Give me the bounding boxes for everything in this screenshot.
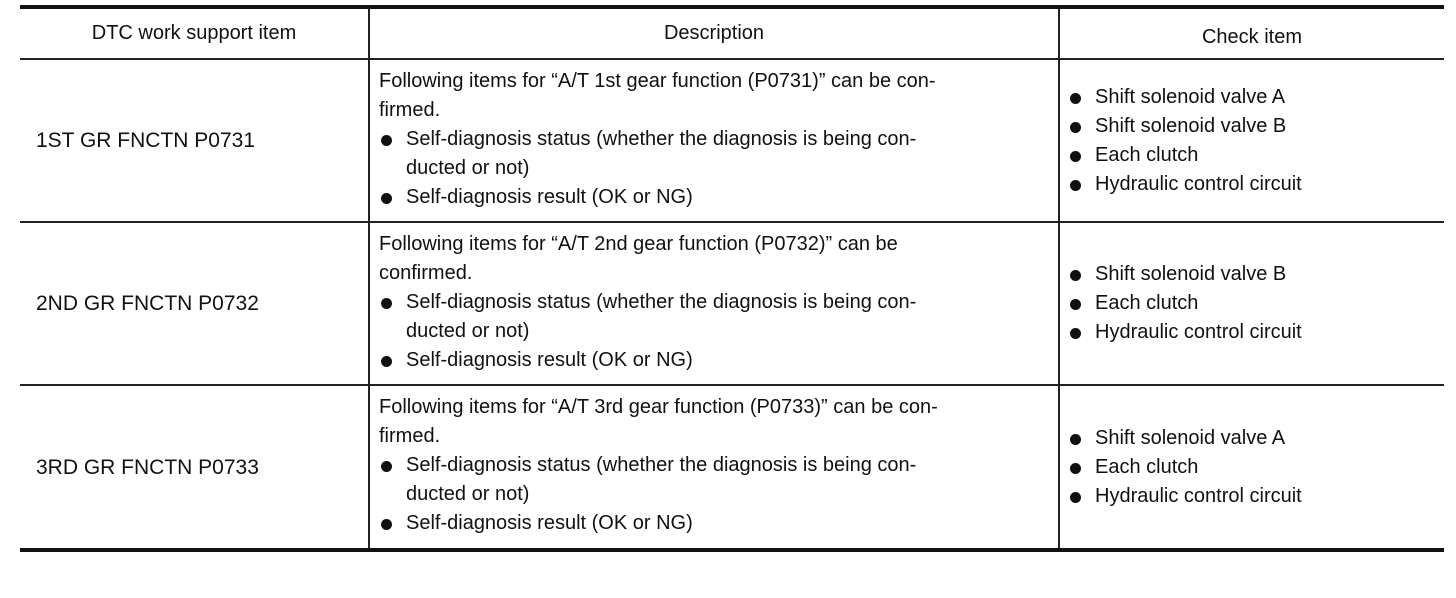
check-item-text: Shift solenoid valve B: [1095, 114, 1287, 137]
list-item: [1068, 424, 1302, 453]
bullet-text: Self-diagnosis result (OK or NG): [406, 512, 693, 534]
list-item: [379, 183, 1048, 212]
description-bullet-list: [379, 288, 1048, 375]
bullet-text: Self-diagnosis result (OK or NG): [406, 186, 693, 208]
bullet-icon: [1070, 463, 1081, 474]
list-item: [1068, 260, 1302, 289]
check-item-cell: [1060, 223, 1444, 384]
list-item: [1068, 482, 1302, 511]
dtc-item-cell: 2ND GR FNCTN P0732: [20, 223, 370, 384]
check-item-text: Shift solenoid valve A: [1095, 426, 1286, 449]
bullet-text: Self-diagnosis status (whether the diagnosis is being con- ducted or not): [406, 128, 917, 179]
description-intro: Following items for “A/T 1st gear function (P0731)” can be con- firmed.: [379, 70, 936, 121]
description-bullet-list: [379, 125, 1048, 212]
table-row: [20, 223, 1444, 386]
check-item-text: Each clutch: [1095, 455, 1199, 478]
list-item: [379, 451, 1048, 509]
bullet-icon: [381, 356, 392, 367]
dtc-item-cell: 1ST GR FNCTN P0731: [20, 60, 370, 221]
list-item: [1068, 170, 1302, 199]
list-item: [379, 125, 1048, 183]
bullet-icon: [381, 298, 392, 309]
list-item: [379, 509, 1048, 538]
header-dtc-work-support-item: DTC work support item: [20, 9, 370, 58]
list-item: [1068, 83, 1302, 112]
check-item-text: Each clutch: [1095, 292, 1199, 314]
description-intro: Following items for “A/T 3rd gear function (P0733)” can be con- firmed.: [379, 396, 938, 447]
header-check-item: Check item: [1201, 26, 1303, 48]
table-row: [20, 386, 1444, 548]
table-header-row: [20, 9, 1444, 60]
bullet-icon: [1070, 492, 1081, 503]
bullet-text: Self-diagnosis result (OK or NG): [406, 349, 693, 371]
check-item-text: Shift solenoid valve B: [1095, 263, 1287, 285]
list-item: [1068, 318, 1302, 347]
bullet-icon: [1070, 93, 1081, 104]
bullet-icon: [1070, 180, 1081, 191]
check-item-text: Hydraulic control circuit: [1095, 321, 1302, 343]
dtc-work-support-table: [20, 5, 1444, 552]
description-cell: [370, 60, 1060, 221]
bullet-icon: [1070, 270, 1081, 281]
bullet-icon: [381, 193, 392, 204]
bullet-icon: [1070, 299, 1081, 310]
list-item: [1068, 289, 1302, 318]
bullet-text: Self-diagnosis status (whether the diagnosis is being con- ducted or not): [406, 291, 917, 342]
list-item: [379, 288, 1048, 346]
list-item: [1068, 453, 1302, 482]
bullet-icon: [1070, 434, 1081, 445]
dtc-item-cell: 3RD GR FNCTN P0733: [20, 386, 370, 548]
bullet-icon: [1070, 328, 1081, 339]
check-item-list: [1068, 83, 1302, 199]
table-row: [20, 60, 1444, 223]
description-intro: Following items for “A/T 2nd gear function (P0732)” can be confirmed.: [379, 233, 898, 284]
bullet-icon: [381, 135, 392, 146]
description-bullet-list: [379, 451, 1048, 538]
list-item: [379, 346, 1048, 375]
check-item-cell: [1060, 60, 1444, 221]
list-item: [1068, 141, 1302, 170]
list-item: [1068, 112, 1302, 141]
bullet-text: Self-diagnosis status (whether the diagnosis is being con- ducted or not): [406, 454, 917, 505]
check-item-list: [1068, 424, 1302, 511]
header-description: Description: [370, 9, 1060, 58]
check-item-list: [1068, 260, 1302, 347]
bullet-icon: [381, 461, 392, 472]
check-item-cell: [1060, 386, 1444, 548]
description-cell: [370, 223, 1060, 384]
check-item-text: Hydraulic control circuit: [1095, 484, 1302, 507]
bullet-icon: [381, 519, 392, 530]
bullet-icon: [1070, 151, 1081, 162]
bullet-icon: [1070, 122, 1081, 133]
check-item-text: Hydraulic control circuit: [1095, 172, 1302, 195]
description-cell: [370, 386, 1060, 548]
check-item-text: Each clutch: [1095, 143, 1199, 166]
check-item-text: Shift solenoid valve A: [1095, 85, 1286, 108]
